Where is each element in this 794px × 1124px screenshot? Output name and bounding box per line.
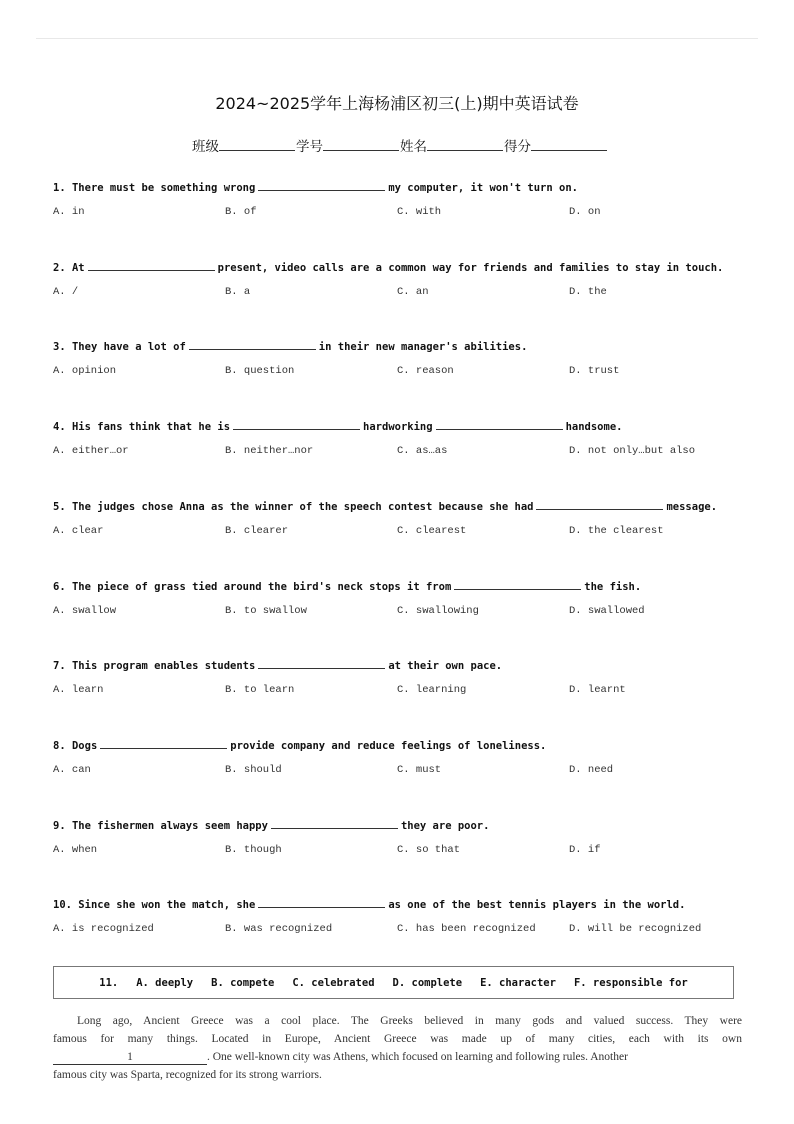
- passage-line: famous for many things. Located in Europe, Ancient Greece was made up of many cities, each with its own: [53, 1033, 742, 1045]
- question-number: 4.: [53, 421, 66, 434]
- question-stem: [53, 260, 753, 274]
- option-a[interactable]: A. can: [53, 763, 91, 776]
- option-b[interactable]: B. to swallow: [225, 604, 307, 617]
- question-stem: [53, 738, 753, 752]
- option-d[interactable]: D. swallowed: [569, 604, 645, 617]
- option-c[interactable]: C. with: [397, 206, 442, 218]
- word-option: D. complete: [392, 977, 463, 989]
- option-d[interactable]: D. the clearest: [569, 524, 664, 537]
- student-number-label: 学号: [296, 139, 323, 155]
- answer-blank[interactable]: [271, 818, 398, 829]
- option-c[interactable]: C. learning: [397, 684, 467, 697]
- question-stem: [53, 897, 753, 911]
- passage-text: . One well-known city was Athens, which focused on learning and following rules. Another: [207, 1051, 628, 1063]
- question-text: in their new manager's abilities.: [318, 341, 528, 354]
- question-stem: [53, 339, 753, 353]
- option-c[interactable]: C. as…as: [397, 445, 448, 458]
- option-b[interactable]: B. a: [225, 285, 251, 298]
- passage-line: [53, 1048, 742, 1066]
- question-text: present, video calls are a common way for friends and families to stay in touch.: [217, 261, 724, 274]
- question-number: 8.: [53, 739, 66, 752]
- question-4: [53, 419, 753, 458]
- option-c[interactable]: C. reason: [397, 365, 454, 378]
- question-text: Since she won the match, she: [78, 899, 256, 912]
- name-field[interactable]: [427, 138, 503, 151]
- answer-options: [53, 683, 753, 697]
- option-d[interactable]: D. trust: [569, 365, 620, 378]
- question-number: 6.: [53, 580, 66, 593]
- option-b[interactable]: B. to learn: [225, 684, 295, 697]
- student-number-field[interactable]: [323, 138, 399, 151]
- question-7: [53, 658, 753, 697]
- option-b[interactable]: B. of: [225, 206, 257, 218]
- question-text: This program enables students: [71, 660, 256, 673]
- student-info-row: [192, 135, 608, 155]
- answer-options: [53, 285, 753, 299]
- question-text: the fish.: [584, 580, 642, 593]
- question-stem: [53, 658, 753, 672]
- answer-options: [53, 604, 753, 618]
- answer-options: [53, 922, 753, 936]
- class-label: 班级: [192, 139, 219, 155]
- option-c[interactable]: C. so that: [397, 843, 461, 856]
- answer-options: [53, 444, 753, 458]
- option-b[interactable]: B. neither…nor: [225, 445, 314, 458]
- question-3: [53, 339, 753, 378]
- option-b[interactable]: B. question: [225, 365, 295, 378]
- question-text: as one of the best tennis players in the world.: [388, 899, 686, 912]
- option-c[interactable]: C. swallowing: [397, 604, 479, 617]
- answer-options: [53, 364, 753, 378]
- score-label: 得分: [504, 139, 531, 155]
- question-number: 10.: [53, 899, 72, 912]
- question-1: [53, 180, 753, 219]
- option-a[interactable]: A. in: [53, 206, 85, 218]
- option-a[interactable]: A. is recognized: [53, 923, 154, 936]
- question-6: [53, 579, 753, 618]
- word-bank-box: [53, 966, 734, 999]
- question-text: provide company and reduce feelings of loneliness.: [230, 739, 547, 752]
- question-number: 7.: [53, 660, 66, 673]
- question-text: The piece of grass tied around the bird's neck stops it from: [71, 580, 452, 593]
- question-number: 9.: [53, 819, 66, 832]
- option-a[interactable]: A. clear: [53, 524, 104, 537]
- answer-blank[interactable]: [436, 419, 563, 430]
- passage-line: Long ago, Ancient Greece was a cool place. The Greeks believed in many gods and valued success. They were: [77, 1015, 742, 1027]
- question-stem: [53, 579, 753, 593]
- header-divider: [36, 38, 758, 39]
- exam-title: 2024~2025学年上海杨浦区初三(上)期中英语试卷: [215, 94, 579, 113]
- option-c[interactable]: C. has been recognized: [397, 923, 536, 936]
- question-text: His fans think that he is: [71, 421, 231, 434]
- answer-options: [53, 763, 753, 777]
- question-text: handsome.: [565, 421, 623, 434]
- option-a[interactable]: A. swallow: [53, 604, 117, 617]
- word-option: C. celebrated: [292, 977, 375, 989]
- question-10: [53, 897, 753, 936]
- option-b[interactable]: B. though: [225, 843, 282, 856]
- word-option: E. character: [480, 977, 556, 989]
- answer-blank[interactable]: [258, 897, 385, 908]
- question-text: my computer, it won't turn on.: [388, 182, 578, 194]
- answer-blank[interactable]: [88, 260, 215, 271]
- answer-blank[interactable]: [258, 180, 385, 191]
- option-a[interactable]: A. when: [53, 843, 98, 856]
- option-d[interactable]: D. will be recognized: [569, 923, 702, 936]
- question-text: message.: [666, 500, 718, 513]
- question-9: [53, 818, 753, 857]
- reading-passage: [53, 1012, 742, 1084]
- question-text: hardworking: [363, 421, 433, 434]
- option-b[interactable]: B. clearer: [225, 524, 289, 537]
- passage-blank[interactable]: 1: [53, 1050, 207, 1065]
- answer-blank[interactable]: [189, 339, 316, 350]
- question-text: they are poor.: [400, 819, 490, 832]
- question-stem: [53, 419, 753, 433]
- option-b[interactable]: B. was recognized: [225, 923, 333, 936]
- answer-blank[interactable]: [454, 579, 581, 590]
- word-bank-number: 11.: [99, 977, 119, 989]
- option-c[interactable]: C. must: [397, 763, 442, 776]
- option-d[interactable]: D. need: [569, 763, 614, 776]
- question-number: 5.: [53, 500, 66, 513]
- option-c[interactable]: C. an: [397, 285, 429, 298]
- option-c[interactable]: C. clearest: [397, 524, 467, 537]
- question-stem: [53, 180, 753, 194]
- passage-line: famous city was Sparta, recognized for its strong warriors.: [53, 1069, 322, 1081]
- answer-options: [53, 205, 753, 219]
- option-a[interactable]: A. either…or: [53, 445, 129, 458]
- question-text: at their own pace.: [388, 660, 503, 673]
- option-a[interactable]: A. learn: [53, 684, 104, 697]
- question-stem: [53, 499, 753, 513]
- question-text: There must be something wrong: [71, 182, 256, 194]
- question-text: The judges chose Anna as the winner of the speech contest because she had: [71, 500, 534, 513]
- question-text: They have a lot of: [71, 341, 186, 354]
- option-d[interactable]: D. if: [569, 843, 601, 856]
- question-text: The fishermen always seem happy: [71, 819, 268, 832]
- option-a[interactable]: A. opinion: [53, 365, 117, 378]
- word-option: B. compete: [211, 977, 275, 989]
- answer-blank[interactable]: [258, 658, 385, 669]
- word-option: F. responsible for: [573, 977, 688, 989]
- score-field[interactable]: [531, 138, 607, 151]
- option-b[interactable]: B. should: [225, 763, 282, 776]
- question-8: [53, 738, 753, 777]
- option-d[interactable]: D. the: [569, 285, 607, 298]
- option-a[interactable]: A. /: [53, 285, 79, 298]
- class-field[interactable]: [219, 138, 295, 151]
- question-text: Dogs: [71, 739, 98, 752]
- word-option: A. deeply: [136, 977, 194, 989]
- answer-blank[interactable]: [536, 499, 663, 510]
- answer-blank[interactable]: [100, 738, 227, 749]
- answer-options: [53, 843, 753, 857]
- question-5: [53, 499, 753, 538]
- question-2: [53, 260, 753, 299]
- option-d[interactable]: D. learnt: [569, 684, 626, 697]
- question-number: 3.: [53, 341, 66, 354]
- option-d[interactable]: D. on: [569, 206, 601, 218]
- question-number: 1.: [53, 182, 66, 194]
- answer-blank[interactable]: [233, 419, 360, 430]
- question-stem: [53, 818, 753, 832]
- question-text: At: [71, 261, 85, 274]
- option-d[interactable]: D. not only…but also: [569, 445, 696, 458]
- question-number: 2.: [53, 261, 66, 274]
- answer-options: [53, 524, 753, 538]
- name-label: 姓名: [400, 139, 427, 155]
